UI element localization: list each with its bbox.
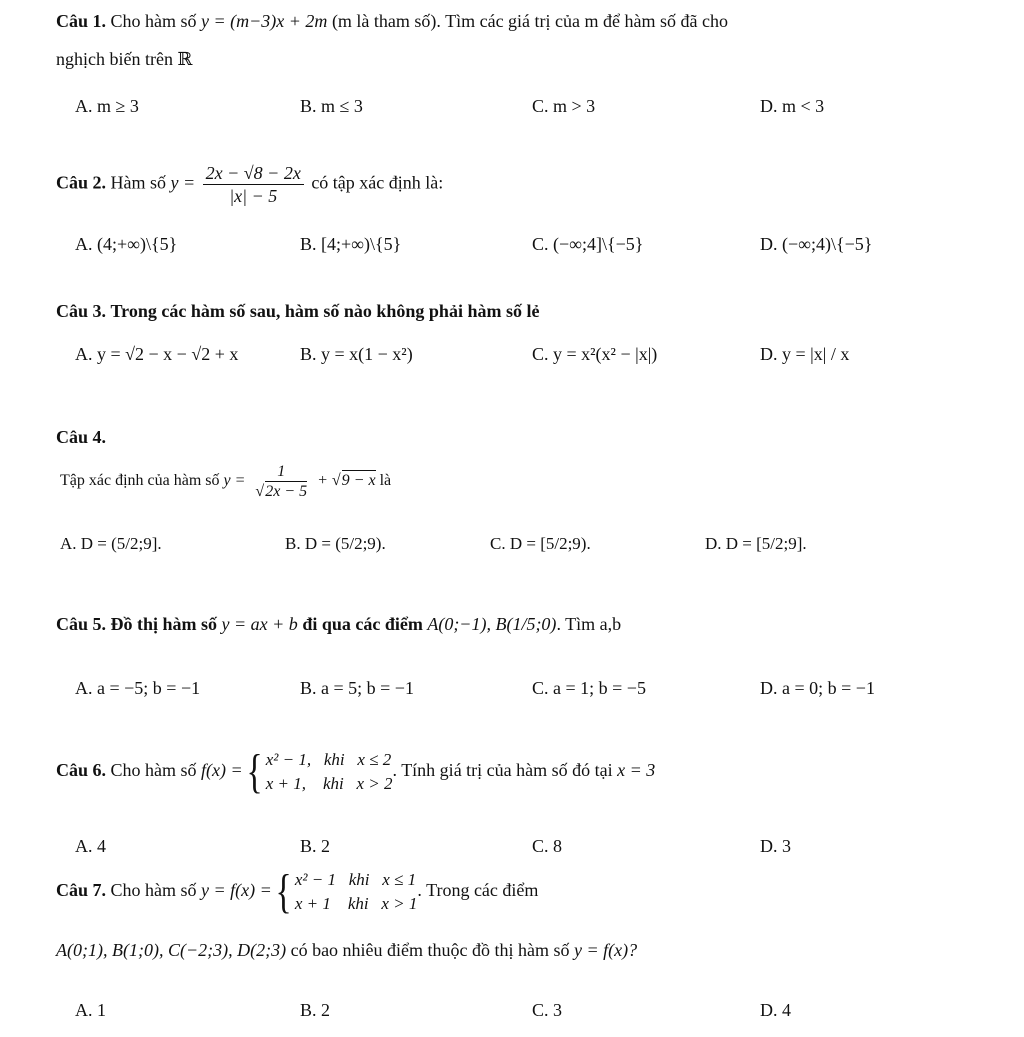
q7-option-c[interactable]: C. 3 — [532, 1000, 563, 1020]
question-2-func-lhs: y = — [170, 172, 196, 193]
question-4 — [56, 424, 106, 450]
question-1-label: Câu 1. — [56, 11, 107, 31]
question-2-text: Hàm số — [110, 172, 167, 193]
question-5-function: y = ax + b — [221, 614, 298, 634]
question-5-label: Câu 5. — [56, 614, 107, 634]
q5-option-b[interactable]: B. a = 5; b = −1 — [300, 678, 414, 698]
q5-option-c[interactable]: C. a = 1; b = −5 — [532, 678, 646, 698]
question-7-cont — [56, 940, 637, 961]
question-7-text: có bao nhiêu điểm thuộc đồ thị hàm số — [290, 940, 570, 960]
question-7-piecewise: x² − 1 khi x ≤ 1 x + 1 khi x > 1 — [294, 870, 418, 913]
question-3-text: Trong các hàm số sau, hàm số nào không phải hàm số lẻ — [110, 301, 540, 321]
question-2 — [56, 162, 443, 207]
q5-option-a[interactable]: A. a = −5; b = −1 — [75, 678, 201, 698]
q1-option-b[interactable]: B. m ≤ 3 — [300, 96, 363, 116]
q2-option-d[interactable]: D. (−∞;4)\{−5} — [760, 234, 873, 254]
q7-option-a[interactable]: A. 1 — [75, 1000, 106, 1020]
q4-option-d[interactable]: D. D = [5/2;9]. — [705, 534, 807, 553]
q4-option-a[interactable]: A. D = (5/2;9]. — [60, 534, 162, 553]
q6-option-b[interactable]: B. 2 — [300, 836, 331, 856]
question-1-text: Cho hàm số — [110, 11, 197, 31]
question-4-text: Tập xác định của hàm số — [60, 472, 220, 490]
q2-option-a[interactable]: A. (4;+∞)\{5} — [75, 234, 178, 254]
q1-option-a[interactable]: A. m ≥ 3 — [75, 96, 139, 116]
q4-option-c[interactable]: C. D = [5/2;9). — [490, 534, 591, 553]
question-1-text: (m là tham số). Tìm các giá trị của m để hàm số đã cho — [331, 11, 728, 31]
question-2-denominator: |x| − 5 — [229, 186, 278, 206]
question-3 — [56, 298, 539, 324]
question-7-label: Câu 7. — [56, 880, 107, 901]
question-7: Câu 7. Cho hàm số y = f(x) ={ x² − 1 khi x ≤ 1 x + 1 khi x > 1 . Trong các điểm — [56, 865, 539, 918]
q6-option-c[interactable]: C. 8 — [532, 836, 563, 856]
q2-option-c[interactable]: C. (−∞;4]\{−5} — [532, 234, 644, 254]
question-6-text: Cho hàm số — [110, 760, 197, 781]
question-1-text: nghịch biến trên ℝ — [56, 49, 193, 69]
question-6-text: . Tính giá trị của hàm số đó tại — [392, 760, 613, 781]
question-1 — [56, 8, 728, 34]
q6-option-a[interactable]: A. 4 — [75, 836, 106, 856]
q7-option-d[interactable]: D. 4 — [760, 1000, 791, 1020]
q6-option-d[interactable]: D. 3 — [760, 836, 791, 856]
q3-option-c[interactable]: C. y = x²(x² − |x|) — [532, 344, 658, 364]
question-6: Câu 6. Cho hàm số f(x) ={ x² − 1, khi x ≤ 2 x + 1, khi x > 2 . Tính giá trị của hàm số đó tại x = 3 — [56, 745, 656, 798]
question-6-label: Câu 6. — [56, 760, 107, 781]
question-5-points: A(0;−1), B(1/5;0) — [427, 614, 557, 634]
q4-option-b[interactable]: B. D = (5/2;9). — [285, 534, 386, 553]
question-5 — [56, 614, 621, 635]
question-2-fraction — [203, 162, 304, 207]
question-4-stem: Tập xác định của hàm số y = $\frac{1}{√2x - 5}$ + √9 − x là — [60, 463, 392, 500]
question-6-piecewise: x² − 1, khi x ≤ 2 x + 1, khi x > 2 — [265, 750, 393, 793]
question-1-cont — [56, 46, 192, 72]
question-4-label: Câu 4. — [56, 427, 107, 447]
question-5-text: đi qua các điểm — [302, 614, 423, 634]
question-1-function: y = (m−3)x + 2m — [201, 11, 328, 31]
question-4-text: là — [379, 472, 392, 490]
question-4-fraction: $\frac{1}{√2x - 5}$ — [255, 463, 308, 500]
q1-option-d[interactable]: D. m < 3 — [760, 96, 825, 116]
question-7-text: Cho hàm số — [110, 880, 197, 901]
question-2-text: có tập xác định là: — [311, 172, 444, 193]
question-2-label: Câu 2. — [56, 172, 107, 193]
q3-option-d[interactable]: D. y = |x| / x — [760, 344, 850, 364]
q3-option-a[interactable]: A. y = √2 − x − √2 + x — [75, 344, 239, 364]
q2-option-b[interactable]: B. [4;+∞)\{5} — [300, 234, 402, 254]
question-7-text: . Trong các điểm — [417, 880, 539, 901]
q1-option-c[interactable]: C. m > 3 — [532, 96, 596, 116]
q3-option-b[interactable]: B. y = x(1 − x²) — [300, 344, 413, 364]
q7-option-b[interactable]: B. 2 — [300, 1000, 331, 1020]
question-5-text: . Tìm a,b — [556, 614, 622, 634]
question-5-text: Đồ thị hàm số — [110, 614, 218, 634]
question-7-function: y = f(x)? — [574, 940, 638, 960]
question-2-numerator: 2x − √8 − 2x — [203, 162, 304, 185]
q5-option-d[interactable]: D. a = 0; b = −1 — [760, 678, 875, 698]
question-6-point: x = 3 — [617, 760, 656, 781]
question-3-label: Câu 3. — [56, 301, 107, 321]
question-7-points: A(0;1), B(1;0), C(−2;3), D(2;3) — [56, 940, 287, 960]
